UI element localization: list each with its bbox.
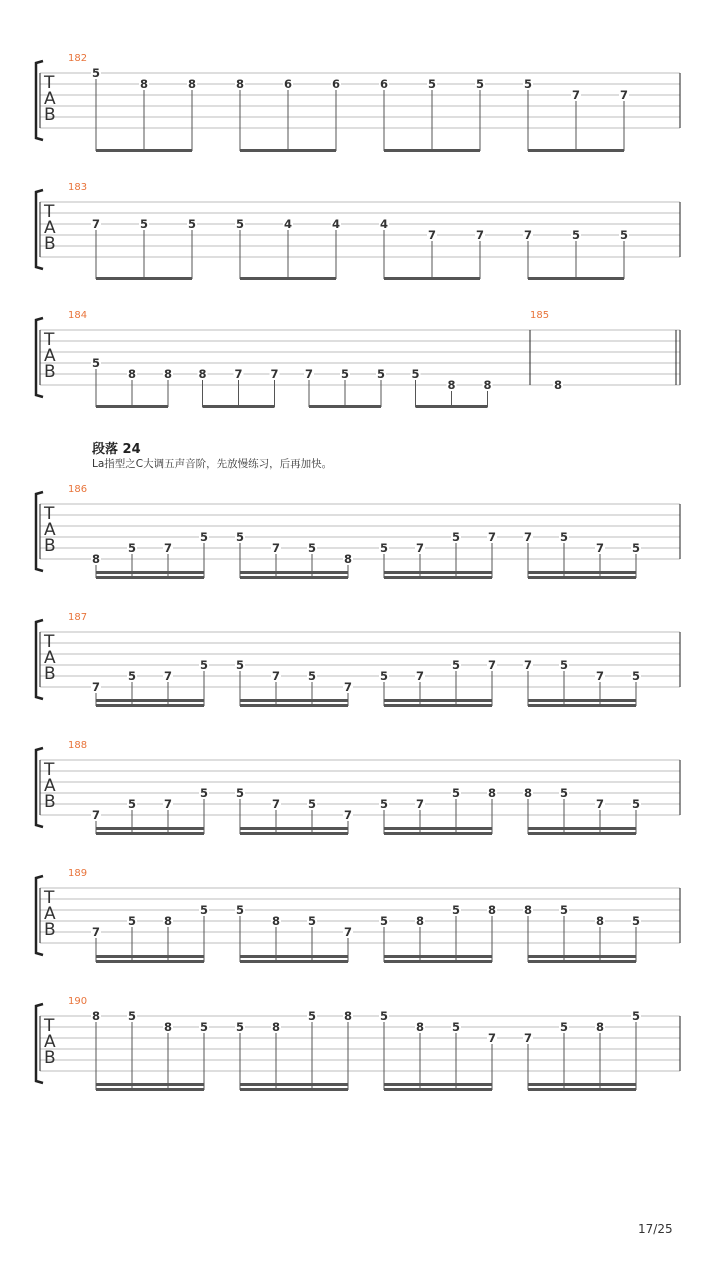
fret-number: 7 <box>343 808 353 822</box>
fret-number: 5 <box>199 530 209 544</box>
fret-number: 7 <box>271 669 281 683</box>
beam <box>96 699 204 702</box>
fret-number: 5 <box>235 658 245 672</box>
beam <box>384 1088 492 1091</box>
fret-number: 7 <box>619 88 629 102</box>
fret-number: 5 <box>139 217 149 231</box>
fret-number: 5 <box>619 228 629 242</box>
fret-number: 8 <box>415 1020 425 1034</box>
fret-number: 8 <box>91 1009 101 1023</box>
beam <box>384 699 492 702</box>
beam <box>528 149 624 152</box>
fret-number: 5 <box>127 797 137 811</box>
fret-number: 8 <box>415 914 425 928</box>
tab-letter: T <box>44 760 55 780</box>
fret-number: 5 <box>307 797 317 811</box>
tab-letter: B <box>44 105 56 125</box>
tab-letter: B <box>44 536 56 556</box>
fret-number: 8 <box>343 552 353 566</box>
fret-number: 5 <box>235 786 245 800</box>
fret-number: 5 <box>199 1020 209 1034</box>
fret-number: 8 <box>163 367 173 381</box>
fret-number: 8 <box>127 367 137 381</box>
fret-number: 7 <box>571 88 581 102</box>
beam <box>384 832 492 835</box>
beam <box>528 960 636 963</box>
fret-number: 5 <box>187 217 197 231</box>
fret-number: 5 <box>631 1009 641 1023</box>
section-title: 段落 24 <box>92 442 141 457</box>
tab-letter: A <box>44 1032 56 1052</box>
beam <box>96 277 192 280</box>
beam <box>96 571 204 574</box>
beam <box>528 699 636 702</box>
fret-number: 7 <box>234 367 243 381</box>
tab-letter: B <box>44 664 56 684</box>
fret-number: 7 <box>487 1031 497 1045</box>
fret-number: 5 <box>451 530 461 544</box>
beam <box>384 960 492 963</box>
fret-number: 5 <box>559 903 569 917</box>
tab-letter: T <box>44 504 55 524</box>
beam <box>384 571 492 574</box>
fret-number: 5 <box>411 367 420 381</box>
beam <box>384 149 480 152</box>
measure-number: 189 <box>68 868 88 879</box>
fret-number: 7 <box>415 669 425 683</box>
fret-number: 6 <box>283 77 293 91</box>
fret-number: 5 <box>523 77 533 91</box>
beam <box>384 827 492 830</box>
page-number: 17/25 <box>638 1222 673 1236</box>
fret-number: 5 <box>127 541 137 555</box>
fret-number: 8 <box>523 903 533 917</box>
fret-number: 7 <box>163 669 173 683</box>
beam <box>384 955 492 958</box>
fret-number: 5 <box>199 658 209 672</box>
fret-number: 7 <box>343 925 353 939</box>
tab-letter: T <box>44 202 55 222</box>
tab-letter: B <box>44 1048 56 1068</box>
fret-number: 8 <box>523 786 533 800</box>
fret-number: 5 <box>235 530 245 544</box>
fret-number: 5 <box>427 77 437 91</box>
fret-number: 5 <box>199 903 209 917</box>
fret-number: 5 <box>307 1009 317 1023</box>
beam <box>240 1083 348 1086</box>
fret-number: 8 <box>187 77 197 91</box>
fret-number: 8 <box>271 1020 281 1034</box>
fret-number: 5 <box>235 1020 245 1034</box>
fret-number: 5 <box>199 786 209 800</box>
beam <box>528 955 636 958</box>
tab-letter: A <box>44 218 56 238</box>
beam <box>96 149 192 152</box>
beam <box>96 955 204 958</box>
fret-number: 8 <box>553 378 563 392</box>
fret-number: 5 <box>340 367 350 381</box>
tab-system <box>36 612 680 707</box>
tab-letter: T <box>44 888 55 908</box>
beam <box>96 1083 204 1086</box>
beam <box>384 704 492 707</box>
fret-number: 8 <box>487 786 497 800</box>
fret-number: 5 <box>475 77 485 91</box>
tab-system <box>36 310 680 408</box>
fret-number: 5 <box>571 228 581 242</box>
beam <box>384 576 492 579</box>
beam <box>240 827 348 830</box>
fret-number: 5 <box>307 669 317 683</box>
tab-letter: A <box>44 89 56 109</box>
fret-number: 7 <box>427 228 437 242</box>
tab-letter: B <box>44 792 56 812</box>
section-description: La指型之C大调五声音阶，先放慢练习，后再加快。 <box>92 458 333 470</box>
fret-number: 5 <box>379 669 389 683</box>
beam <box>240 699 348 702</box>
fret-number: 8 <box>271 914 281 928</box>
fret-number: 7 <box>475 228 485 242</box>
fret-number: 4 <box>283 217 293 231</box>
fret-number: 5 <box>127 1009 137 1023</box>
fret-number: 7 <box>487 530 497 544</box>
fret-number: 7 <box>415 797 425 811</box>
fret-number: 7 <box>163 541 173 555</box>
fret-number: 7 <box>91 808 101 822</box>
beam <box>240 955 348 958</box>
tab-letter: A <box>44 520 56 540</box>
fret-number: 7 <box>523 658 533 672</box>
tab-system <box>36 740 680 835</box>
beam <box>528 571 636 574</box>
measure-number: 185 <box>530 310 550 321</box>
fret-number: 7 <box>270 367 279 381</box>
fret-number: 7 <box>271 541 281 555</box>
tab-letter: B <box>44 362 56 382</box>
fret-number: 8 <box>487 903 497 917</box>
fret-number: 5 <box>451 658 461 672</box>
tab-letter: A <box>44 776 56 796</box>
fret-number: 5 <box>631 914 641 928</box>
measure-number: 182 <box>68 53 88 64</box>
tab-system <box>36 182 680 280</box>
tab-letter: T <box>44 73 55 93</box>
fret-number: 5 <box>379 797 389 811</box>
tab-letter: B <box>44 234 56 254</box>
beam <box>528 277 624 280</box>
beam <box>240 832 348 835</box>
tab-letter: A <box>44 346 56 366</box>
beam <box>240 571 348 574</box>
beam <box>96 1088 204 1091</box>
beam <box>384 1083 492 1086</box>
fret-number: 6 <box>331 77 341 91</box>
tab-system <box>36 53 680 152</box>
beam <box>96 832 204 835</box>
fret-number: 5 <box>307 541 317 555</box>
beam <box>96 960 204 963</box>
fret-number: 5 <box>127 914 137 928</box>
tab-letter: T <box>44 632 55 652</box>
beam <box>309 405 381 408</box>
fret-number: 7 <box>595 541 605 555</box>
fret-number: 7 <box>487 658 497 672</box>
beam <box>528 1088 636 1091</box>
fret-number: 5 <box>451 786 461 800</box>
fret-number: 7 <box>415 541 425 555</box>
fret-number: 7 <box>595 797 605 811</box>
fret-number: 5 <box>127 669 137 683</box>
fret-number: 5 <box>379 541 389 555</box>
tab-letter: A <box>44 904 56 924</box>
beam <box>96 576 204 579</box>
tab-system <box>36 996 680 1091</box>
fret-number: 7 <box>523 1031 533 1045</box>
fret-number: 5 <box>451 903 461 917</box>
beam <box>240 960 348 963</box>
fret-number: 7 <box>304 367 314 381</box>
measure-number: 186 <box>68 484 88 495</box>
beam <box>240 704 348 707</box>
fret-number: 7 <box>91 925 101 939</box>
measure-number: 183 <box>68 182 88 193</box>
fret-number: 5 <box>379 914 389 928</box>
beam <box>528 704 636 707</box>
fret-number: 8 <box>163 914 173 928</box>
fret-number: 5 <box>559 530 569 544</box>
beam <box>528 832 636 835</box>
fret-number: 5 <box>631 797 641 811</box>
fret-number: 7 <box>595 669 605 683</box>
beam <box>528 576 636 579</box>
fret-number: 5 <box>559 658 569 672</box>
beam <box>528 827 636 830</box>
fret-number: 8 <box>198 367 207 381</box>
fret-number: 8 <box>91 552 101 566</box>
beam <box>240 576 348 579</box>
beam <box>96 827 204 830</box>
tab-letter: A <box>44 648 56 668</box>
measure-number: 184 <box>68 310 88 321</box>
fret-number: 5 <box>451 1020 461 1034</box>
measure-number: 187 <box>68 612 88 623</box>
fret-number: 5 <box>631 541 641 555</box>
beam <box>384 277 480 280</box>
beam <box>203 405 275 408</box>
fret-number: 7 <box>163 797 173 811</box>
beam <box>96 405 168 408</box>
fret-number: 5 <box>91 356 101 370</box>
fret-number: 7 <box>523 530 533 544</box>
beam <box>96 704 204 707</box>
fret-number: 5 <box>631 669 641 683</box>
tab-system <box>36 484 680 579</box>
fret-number: 8 <box>163 1020 173 1034</box>
fret-number: 5 <box>559 786 569 800</box>
fret-number: 5 <box>307 914 317 928</box>
fret-number: 8 <box>139 77 149 91</box>
tab-system <box>36 868 680 963</box>
fret-number: 8 <box>447 378 456 392</box>
fret-number: 8 <box>595 1020 605 1034</box>
measure-number: 188 <box>68 740 88 751</box>
fret-number: 4 <box>331 217 341 231</box>
fret-number: 5 <box>379 1009 389 1023</box>
measure-number: 190 <box>68 996 88 1007</box>
tab-letter: B <box>44 920 56 940</box>
fret-number: 8 <box>483 378 492 392</box>
fret-number: 8 <box>343 1009 353 1023</box>
tab-letter: T <box>44 1016 55 1036</box>
beam <box>240 149 336 152</box>
fret-number: 7 <box>523 228 533 242</box>
fret-number: 7 <box>343 680 353 694</box>
beam <box>416 405 488 408</box>
fret-number: 7 <box>271 797 281 811</box>
tab-letter: T <box>44 330 55 350</box>
fret-number: 6 <box>379 77 389 91</box>
fret-number: 4 <box>379 217 389 231</box>
beam <box>240 277 336 280</box>
fret-number: 5 <box>91 66 101 80</box>
fret-number: 5 <box>559 1020 569 1034</box>
fret-number: 8 <box>235 77 245 91</box>
fret-number: 7 <box>91 680 101 694</box>
fret-number: 8 <box>595 914 605 928</box>
fret-number: 5 <box>376 367 386 381</box>
beam <box>240 1088 348 1091</box>
beam <box>528 1083 636 1086</box>
fret-number: 5 <box>235 217 245 231</box>
fret-number: 5 <box>235 903 245 917</box>
fret-number: 7 <box>91 217 101 231</box>
